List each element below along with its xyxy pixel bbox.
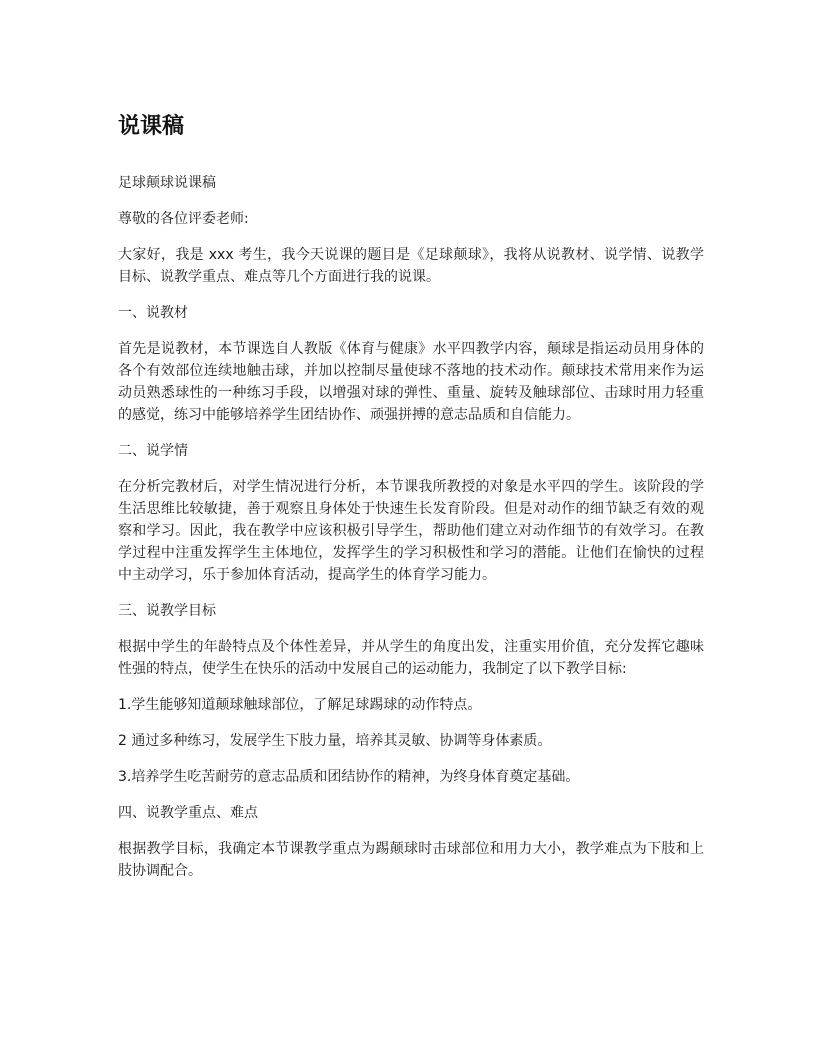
section-heading-textbook: 一、说教材 — [118, 305, 188, 321]
section-body-goals: 根据中学生的年龄特点及个体性差异，并从学生的角度出发，注重实用价值，充分发挥它趣味性强的特点，使学生在快乐的活动中发展自己的运动能力，我制定了以下教学目标: — [118, 639, 704, 677]
section-body-students: 在分析完教材后，对学生情况进行分析，本节课我所教授的对象是水平四的学生。该阶段的学生活思维比较敏捷，善于观察且身体处于快速生长发育阶段。但是对动作的细节缺乏有效的观察和学习。因此，我在教学中应该积极引导学生，帮助他们建立对动作细节的有效学习。在教学过程中注重发挥学生主体地位，发挥学生的学习积极性和学习的潜能。让他们在愉快的过程中主动学习，乐于参加体育活动，提高学生的体育学习能力。 — [118, 479, 704, 583]
document-subtitle: 足球颠球说课稿 — [118, 175, 216, 191]
intro-paragraph: 大家好，我是 xxx 考生，我今天说课的题目是《足球颠球》，我将从说教材、说学情、说教学目标、说教学重点、难点等几个方面进行我的说课。 — [118, 247, 704, 285]
goal-item-3: 3.培养学生吃苦耐劳的意志品质和团结协作的精神，为终身体育奠定基础。 — [118, 769, 580, 785]
goal-item-2: 2 通过多种练习，发展学生下肢力量，培养其灵敏、协调等身体素质。 — [118, 733, 552, 749]
section-body-textbook: 首先是说教材，本节课选自人教版《体育与健康》水平四教学内容，颠球是指运动员用身体的各个有效部位连续地触击球，并加以控制尽量使球不落地的技术动作。颠球技术常用来作为运动员熟悉球性的一种练习手段，以增强对球的弹性、重量、旋转及触球部位、击球时用力轻重的感觉，练习中能够培养学生团结协作、顽强拼搏的意志品质和自信能力。 — [118, 341, 704, 423]
document-page — [118, 112, 704, 896]
section-heading-goals: 三、说教学目标 — [118, 603, 216, 619]
salutation: 尊敬的各位评委老师: — [118, 211, 249, 227]
section-heading-focus: 四、说教学重点、难点 — [118, 805, 258, 821]
document-title: 说课稿 — [118, 114, 185, 139]
goal-item-1: 1.学生能够知道颠球触球部位，了解足球踢球的动作特点。 — [118, 697, 482, 713]
section-body-focus: 根据教学目标，我确定本节课教学重点为踢颠球时击球部位和用力大小，教学难点为下肢和上肢协调配合。 — [118, 841, 704, 879]
section-heading-students: 二、说学情 — [118, 443, 188, 459]
